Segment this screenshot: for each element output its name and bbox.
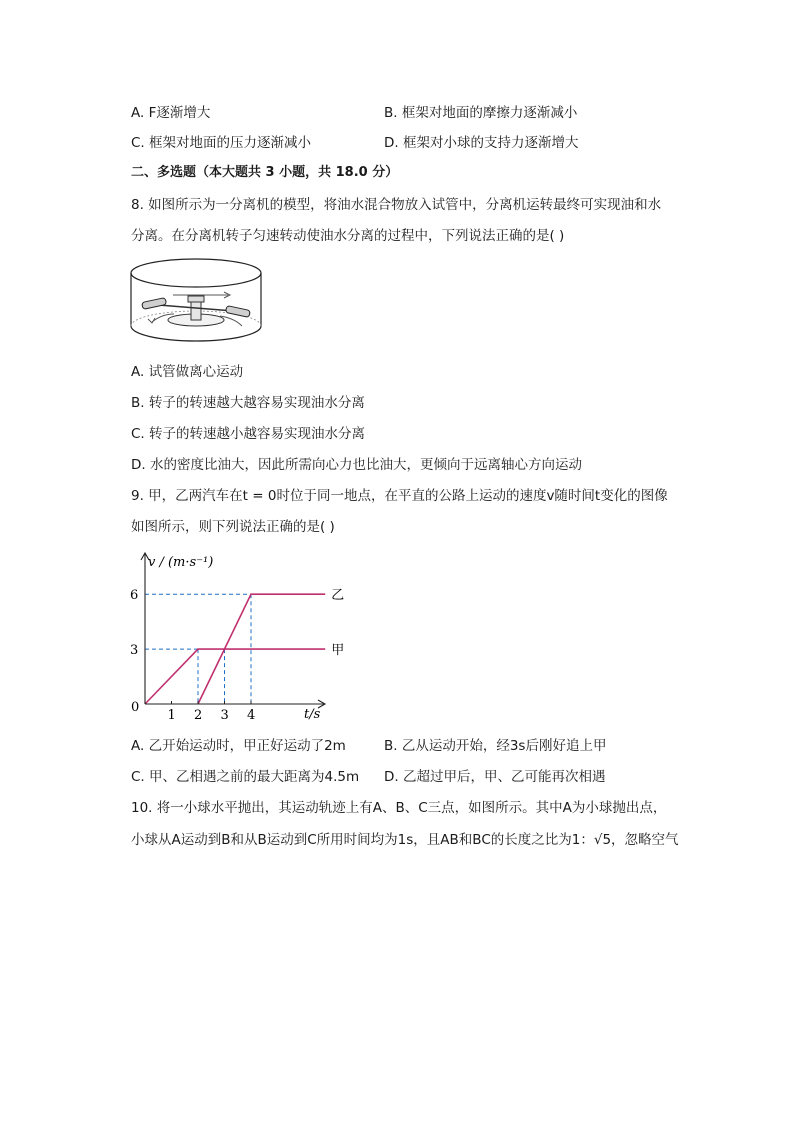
q7-option-b: B. 框架对地面的摩擦力逐渐减小 bbox=[384, 105, 578, 121]
chart-y-tick-label: 6 bbox=[130, 588, 139, 604]
q8-stem-line1: 8. 如图所示为一分离机的模型，将油水混合物放入试管中，分离机运转最终可实现油和水 bbox=[131, 197, 662, 213]
q10-stem-line2: 小球从A运动到B和从B运动到C所用时间均为1s，且AB和BC的长度之比为1：√5，忽略空气 bbox=[131, 832, 679, 848]
q9-option-b: B. 乙从运动开始，经3s后刚好追上甲 bbox=[384, 738, 607, 754]
q8-stem-line2: 分离。在分离机转子匀速转动使油水分离的过程中，下列说法正确的是( ) bbox=[131, 228, 565, 244]
velocity-time-chart bbox=[128, 548, 345, 728]
centrifuge-figure bbox=[128, 256, 264, 348]
chart-series-label: 乙 bbox=[331, 588, 345, 604]
q7-option-a: A. F逐渐增大 bbox=[131, 105, 211, 121]
section-header: 二、多选题（本大题共 3 小题，共 18.0 分） bbox=[131, 165, 399, 180]
q8-option-a: A. 试管做离心运动 bbox=[131, 364, 244, 380]
q8-option-b: B. 转子的转速越大越容易实现油水分离 bbox=[131, 395, 365, 411]
q8-option-d: D. 水的密度比油大，因此所需向心力也比油大，更倾向于远离轴心方向运动 bbox=[131, 457, 582, 473]
q10-stem-line1: 10. 将一小球水平抛出，其运动轨迹上有A、B、C三点，如图所示。其中A为小球抛出点， bbox=[131, 800, 667, 816]
chart-x-tick-label: 1 bbox=[167, 708, 176, 723]
q9-option-d: D. 乙超过甲后，甲、乙可能再次相遇 bbox=[384, 769, 606, 785]
chart-ylabel: v / (m·s⁻¹) bbox=[148, 555, 214, 570]
chart-origin-label: 0 bbox=[131, 700, 140, 715]
q9-stem-line2: 如图所示，则下列说法正确的是( ) bbox=[131, 519, 335, 535]
q7-option-c: C. 框架对地面的压力逐渐减小 bbox=[131, 135, 312, 151]
q8-option-c: C. 转子的转速越小越容易实现油水分离 bbox=[131, 426, 366, 442]
chart-series-line bbox=[145, 649, 325, 704]
q9-stem-line1: 9. 甲，乙两汽车在t = 0时位于同一地点，在平直的公路上运动的速度v随时间t变化的图像 bbox=[131, 488, 668, 504]
q9-option-c: C. 甲、乙相遇之前的最大距离为4.5m bbox=[131, 769, 360, 785]
chart-series-label: 甲 bbox=[331, 643, 345, 659]
chart-xlabel: t/s bbox=[304, 707, 321, 722]
chart-x-tick-label: 3 bbox=[220, 708, 229, 723]
q9-option-a: A. 乙开始运动时，甲正好运动了2m bbox=[131, 738, 346, 754]
chart-x-tick-label: 4 bbox=[247, 708, 256, 723]
chart-y-tick-label: 3 bbox=[130, 643, 139, 659]
chart-x-tick-label: 2 bbox=[194, 708, 203, 723]
q7-option-d: D. 框架对小球的支持力逐渐增大 bbox=[384, 135, 579, 151]
